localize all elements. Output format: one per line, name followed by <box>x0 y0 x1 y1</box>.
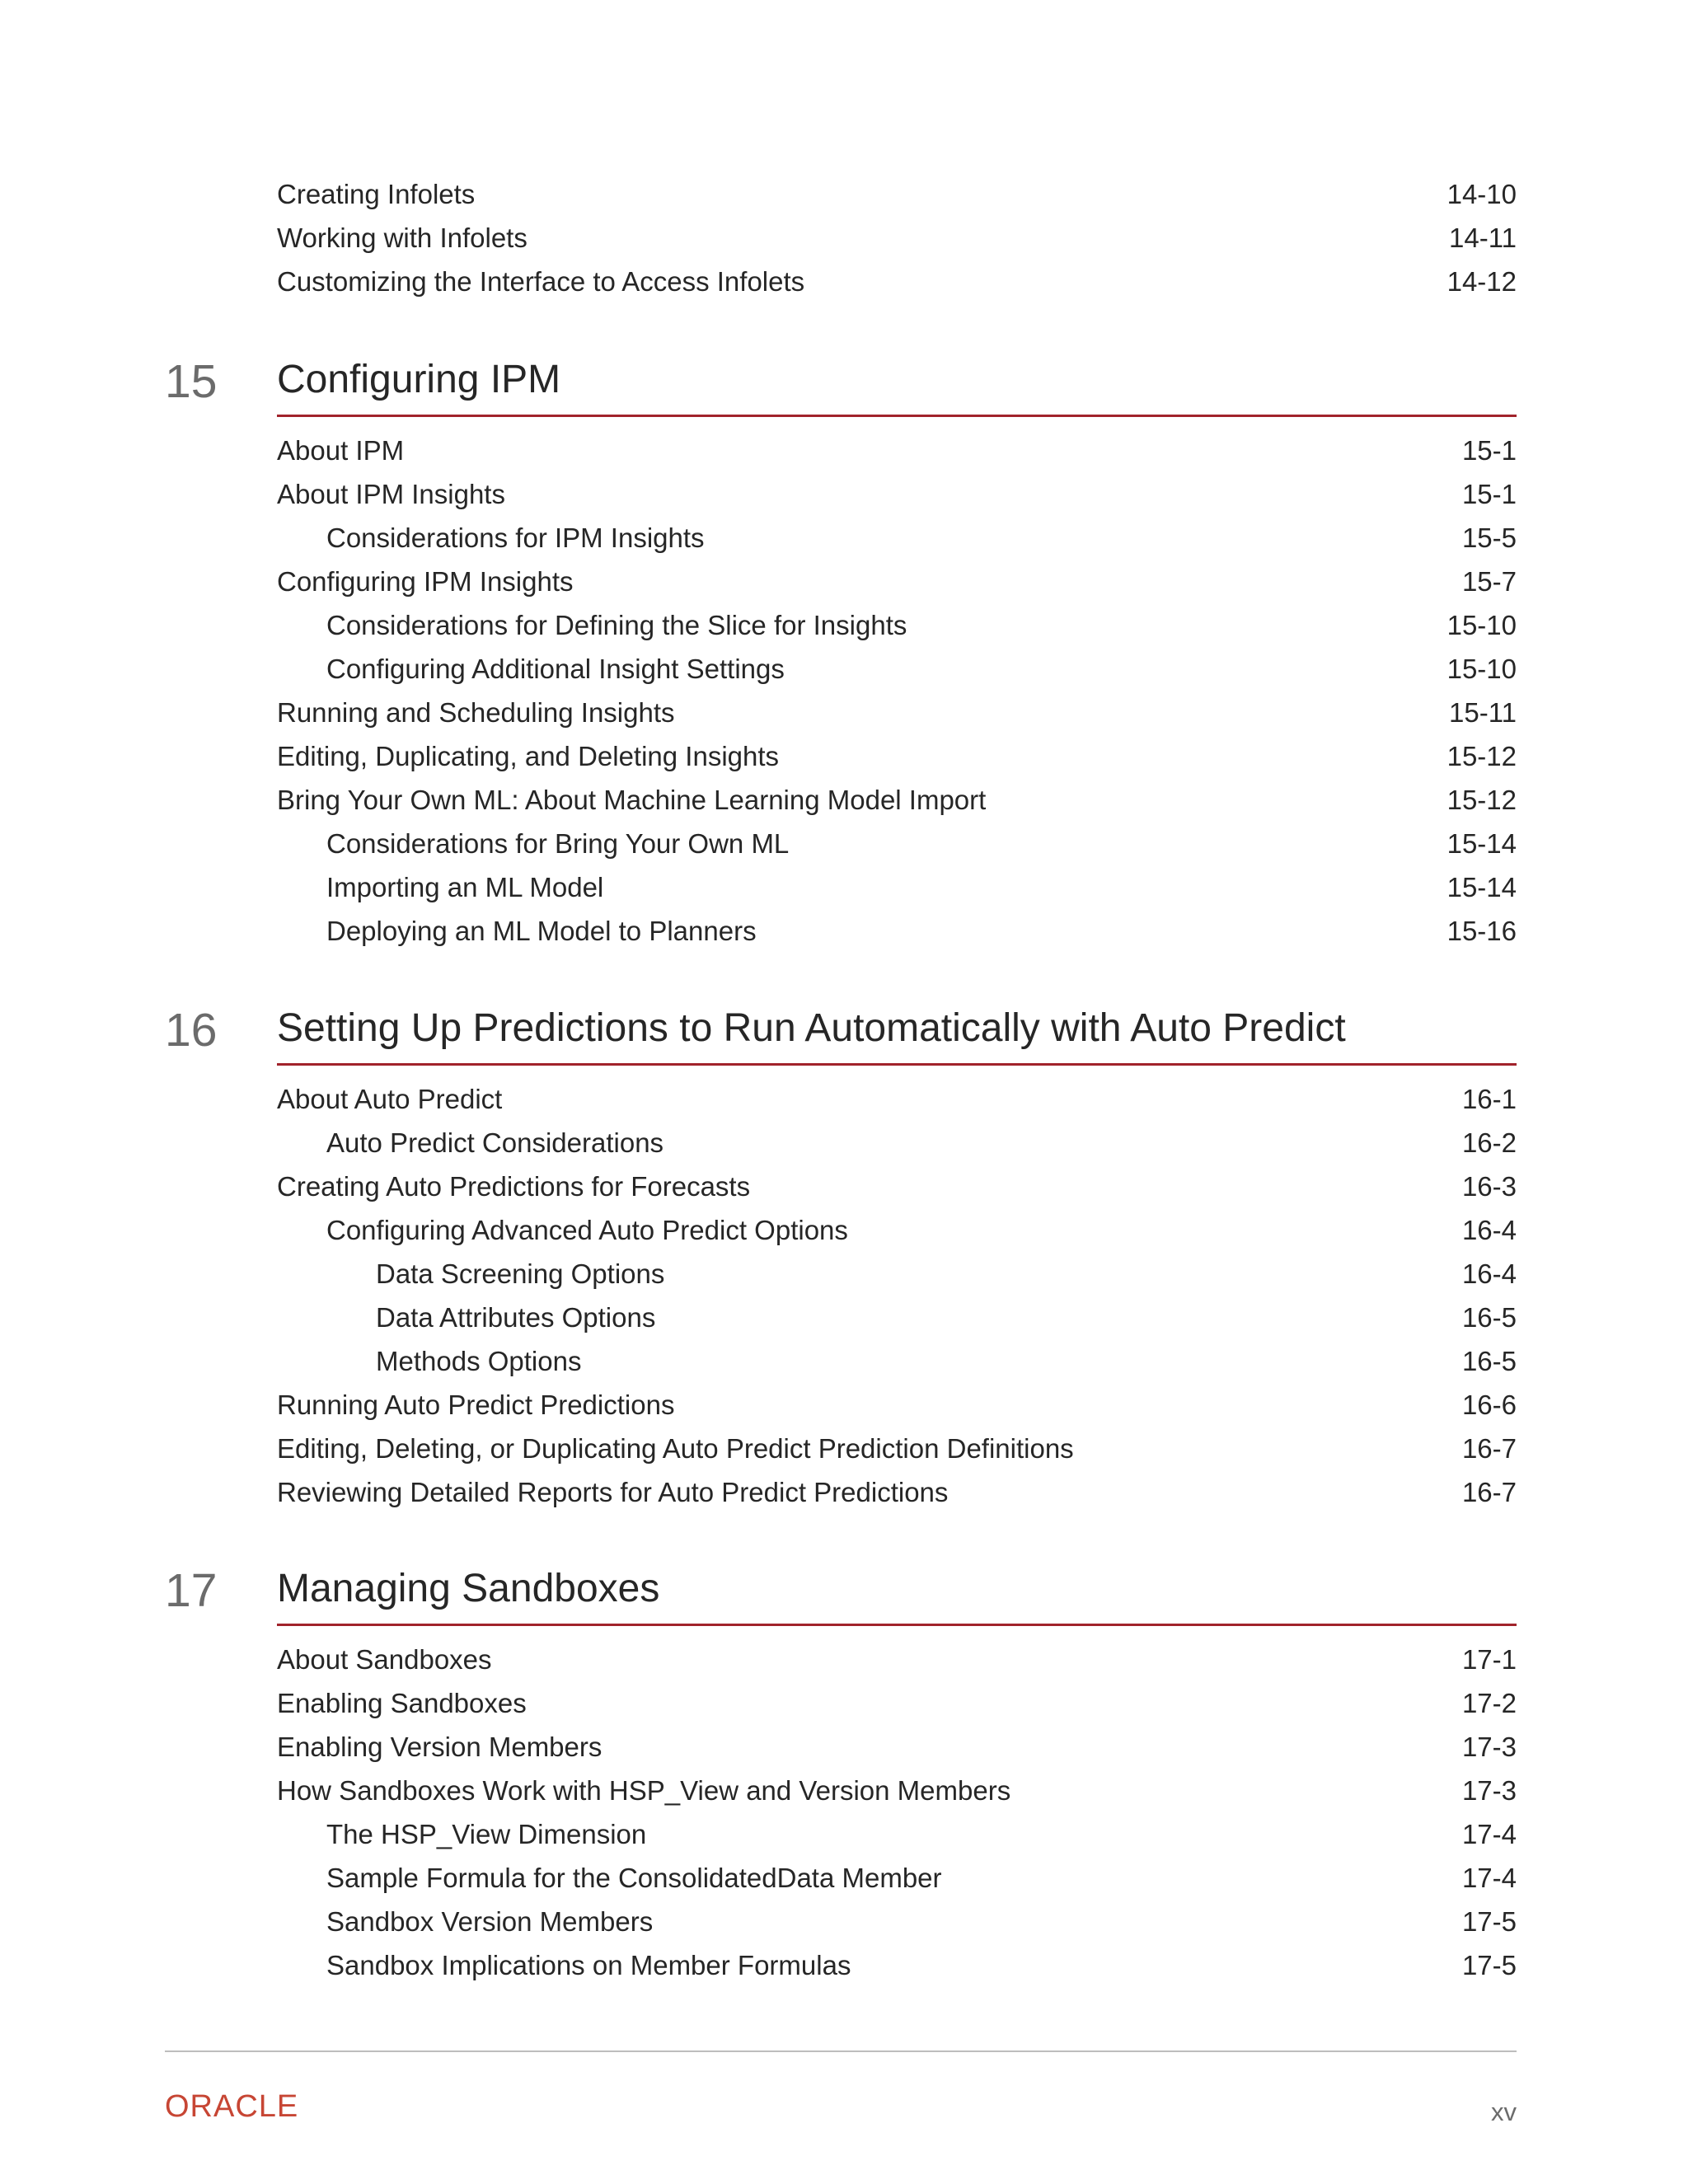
toc-entry-title: About IPM <box>277 435 405 466</box>
toc-entry-page: 15-10 <box>1447 610 1517 640</box>
chapter-divider <box>277 1624 1517 1626</box>
chapter-number: 17 <box>165 1564 218 1617</box>
chapter-title[interactable]: Configuring IPM <box>277 358 561 401</box>
toc-entry-title: Importing an ML Model <box>326 872 604 902</box>
toc-entry-page: 15-12 <box>1447 785 1517 815</box>
toc-entry[interactable] <box>277 1165 1517 1208</box>
toc-entry[interactable] <box>277 472 1517 516</box>
toc-entry[interactable] <box>277 1769 1517 1812</box>
toc-entry-title: Creating Infolets <box>277 179 476 209</box>
chapter-divider <box>277 415 1517 417</box>
toc-entry-title: Configuring Additional Insight Settings <box>326 654 785 684</box>
toc-entry-title: Creating Auto Predictions for Forecasts <box>277 1171 751 1202</box>
toc-entry-title: Data Screening Options <box>376 1258 665 1289</box>
toc-entry[interactable] <box>277 603 1517 647</box>
toc-entry[interactable] <box>277 516 1517 560</box>
toc-entry-page: 15-5 <box>1461 523 1517 553</box>
toc-entry[interactable] <box>277 1296 1517 1339</box>
toc-entry-title: Configuring IPM Insights <box>277 566 574 597</box>
toc-entry-page: 15-14 <box>1447 828 1517 859</box>
toc-entry[interactable] <box>277 1812 1517 1856</box>
toc-entry[interactable] <box>277 1208 1517 1252</box>
toc-entry-page: 15-1 <box>1461 435 1517 466</box>
toc-entry-page: 15-1 <box>1461 479 1517 509</box>
toc-entry-page: 16-5 <box>1461 1302 1517 1333</box>
toc-entry-title: Sandbox Version Members <box>326 1906 654 1937</box>
toc-entry-page: 15-7 <box>1461 566 1517 597</box>
toc-entry-page: 17-4 <box>1461 1819 1517 1849</box>
toc-entry-page: 16-4 <box>1461 1258 1517 1289</box>
toc-entry-page: 15-16 <box>1447 916 1517 946</box>
toc-entry-title: About Auto Predict <box>277 1084 503 1114</box>
toc-entry-page: 17-2 <box>1461 1688 1517 1718</box>
toc-entry[interactable] <box>277 778 1517 822</box>
toc-entry-title: Auto Predict Considerations <box>326 1127 664 1158</box>
toc-entry[interactable] <box>277 1252 1517 1296</box>
toc-entry-page: 17-5 <box>1461 1906 1517 1937</box>
toc-entry-title: Running Auto Predict Predictions <box>277 1390 675 1420</box>
toc-entry-title: About Sandboxes <box>277 1644 492 1675</box>
toc-entry-page: 16-2 <box>1461 1127 1517 1158</box>
toc-entry-title: Configuring Advanced Auto Predict Options <box>326 1215 848 1245</box>
toc-entry-page: 16-4 <box>1461 1215 1517 1245</box>
toc-entry-title: Customizing the Interface to Access Infolets <box>277 266 805 297</box>
chapter-divider <box>277 1063 1517 1066</box>
toc-entry-title: Sandbox Implications on Member Formulas <box>326 1950 851 1980</box>
toc-entry-page: 17-3 <box>1461 1732 1517 1762</box>
toc-entry[interactable] <box>277 1856 1517 1900</box>
toc-entry[interactable] <box>277 560 1517 603</box>
footer-divider <box>165 2050 1517 2052</box>
toc-entry-page: 14-12 <box>1447 266 1517 297</box>
chapter-number: 15 <box>165 355 218 408</box>
toc-entry-page: 15-14 <box>1447 872 1517 902</box>
toc-entry[interactable] <box>277 1121 1517 1165</box>
svg-text:ORACLE: ORACLE <box>165 2089 299 2122</box>
toc-entry[interactable] <box>277 260 1517 303</box>
chapter-title[interactable]: Setting Up Predictions to Run Automatically with Auto Predict <box>277 1006 1346 1050</box>
toc-entry-title: Data Attributes Options <box>376 1302 656 1333</box>
toc-entry[interactable] <box>277 909 1517 953</box>
toc-entry-title: Sample Formula for the ConsolidatedData Member <box>326 1863 942 1893</box>
toc-entry-title: About IPM Insights <box>277 479 505 509</box>
toc-entry-page: 17-4 <box>1461 1863 1517 1893</box>
toc-entry-title: Considerations for Defining the Slice for Insights <box>326 610 907 640</box>
toc-entry[interactable] <box>277 1383 1517 1427</box>
toc-entry[interactable] <box>277 1943 1517 1987</box>
toc-entry-page: 16-3 <box>1461 1171 1517 1202</box>
toc-entry[interactable] <box>277 1427 1517 1470</box>
toc-entry[interactable] <box>277 1339 1517 1383</box>
toc-entry-title: Reviewing Detailed Reports for Auto Predict Predictions <box>277 1477 949 1507</box>
toc-entry[interactable] <box>277 691 1517 734</box>
toc-entry-title: Editing, Deleting, or Duplicating Auto Predict Prediction Definitions <box>277 1433 1074 1464</box>
chapter-number: 16 <box>165 1004 218 1057</box>
toc-entry-page: 16-5 <box>1461 1346 1517 1376</box>
toc-entry-page: 15-12 <box>1447 741 1517 771</box>
toc-entry[interactable] <box>277 1470 1517 1514</box>
toc-entry[interactable] <box>277 865 1517 909</box>
toc-entry-title: Methods Options <box>376 1346 582 1376</box>
toc-entry-page: 17-5 <box>1461 1950 1517 1980</box>
toc-entry[interactable] <box>277 647 1517 691</box>
toc-entry-title: Deploying an ML Model to Planners <box>326 916 757 946</box>
toc-entry-page: 15-10 <box>1447 654 1517 684</box>
oracle-logo <box>165 2089 346 2122</box>
toc-entry-page: 14-11 <box>1449 223 1517 253</box>
page-number: xv <box>1491 2097 1517 2126</box>
toc-entry-title: Bring Your Own ML: About Machine Learning Model Import <box>277 785 987 815</box>
toc-entry-page: 16-6 <box>1461 1390 1517 1420</box>
toc-entry-title: Working with Infolets <box>277 223 528 253</box>
toc-entry[interactable] <box>277 822 1517 865</box>
toc-entry-page: 17-3 <box>1461 1775 1517 1806</box>
chapter-title[interactable]: Managing Sandboxes <box>277 1567 660 1610</box>
toc-entry-page: 16-7 <box>1461 1477 1517 1507</box>
toc-entry-title: Enabling Version Members <box>277 1732 603 1762</box>
toc-entry[interactable] <box>277 216 1517 260</box>
toc-entry[interactable] <box>277 1638 1517 1681</box>
toc-entry-title: The HSP_View Dimension <box>326 1819 647 1849</box>
toc-entry-page: 16-1 <box>1461 1084 1517 1114</box>
toc-entry-title: Enabling Sandboxes <box>277 1688 527 1718</box>
toc-entry[interactable] <box>277 1900 1517 1943</box>
toc-entry-page: 14-10 <box>1447 179 1517 209</box>
toc-entry[interactable] <box>277 1725 1517 1769</box>
toc-entry-title: Considerations for Bring Your Own ML <box>326 828 790 859</box>
toc-entry-page: 17-1 <box>1461 1644 1517 1675</box>
toc-entry[interactable] <box>277 1077 1517 1121</box>
toc-entry-page: 16-7 <box>1461 1433 1517 1464</box>
toc-entry-title: Editing, Duplicating, and Deleting Insights <box>277 741 780 771</box>
toc-entry-title: How Sandboxes Work with HSP_View and Version Members <box>277 1775 1011 1806</box>
toc-entry-page: 15-11 <box>1449 697 1517 728</box>
toc-entry[interactable] <box>277 1681 1517 1725</box>
toc-entry[interactable] <box>277 172 1517 216</box>
toc-entry[interactable] <box>277 734 1517 778</box>
toc-entry[interactable] <box>277 429 1517 472</box>
toc-entry-title: Running and Scheduling Insights <box>277 697 675 728</box>
toc-entry-title: Considerations for IPM Insights <box>326 523 705 553</box>
